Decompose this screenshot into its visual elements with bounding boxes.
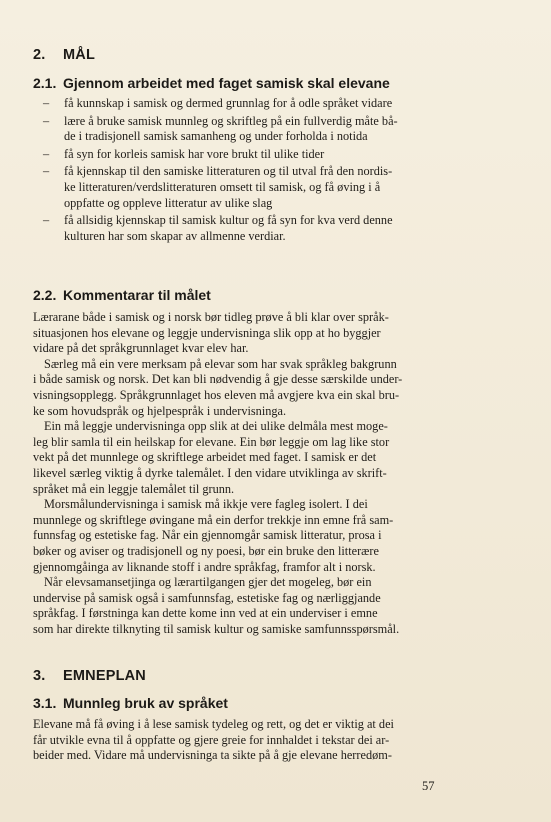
goals-list: [33, 96, 443, 244]
subsection-title: Gjennom arbeidet med faget samisk skal elevane: [63, 75, 390, 91]
text-line: språkfag. I førstninga kan dette kome inn ved at ein underviser i emne: [33, 606, 378, 621]
text-line: likevel særleg viktig å dyrke talemålet. I den vidare utviklinga av skrift-: [33, 465, 387, 480]
list-item-line: få syn for korleis samisk har vore brukt til ulike tider: [64, 146, 325, 161]
text-line: språket må ein leggje talemålet til grunn.: [33, 481, 235, 496]
subsection-title: Kommentarar til målet: [63, 287, 211, 303]
section-number: 2.: [33, 47, 46, 63]
list-item-line: lære å bruke samisk munnleg og skriftleg på ein fullverdig måte bå-: [64, 113, 398, 128]
text-line: leg blir samla til ein heilskap for elevane. Ein bør leggje om lag like stor: [33, 434, 390, 449]
section-title: MÅL: [63, 47, 96, 63]
list-item-line: de i tradisjonell samisk samanheng og under forholda i notida: [64, 129, 368, 144]
text-line: situasjonen hos elevane og leggje undervisninga slik opp at ho byggjer: [33, 325, 381, 340]
list-item: – få kjennskap til den samiske litteraturen og til utval frå den nordis- ke litteraturen/verdslitteraturen omsett til samisk, og få øving i å oppfatte og oppleve litteratur av ulike slag: [33, 164, 443, 211]
text-line: ke som hovudspråk og hjelpespråk i undervisninga.: [33, 403, 287, 418]
section-heading-2: [33, 47, 443, 63]
subsection-heading-2-2: [33, 287, 443, 303]
text-line: Særleg må ein vere merksam på elevar som har svak språkleg bakgrunn: [44, 356, 397, 371]
paragraph: [33, 419, 443, 497]
text-line: i både samisk og norsk. Det kan bli nødvendig å gje desse særskilde under-: [33, 372, 403, 387]
text-line: får utvikle evna til å oppfatte og gjere greie for innhaldet i tekstar dei ar-: [33, 732, 390, 747]
paragraph: [33, 575, 443, 637]
paragraph: [33, 357, 443, 419]
section-heading-3: [33, 668, 443, 684]
section-title: EMNEPLAN: [63, 668, 146, 684]
list-item: – få kunnskap i samisk og dermed grunnlag for å odle språket vidare: [33, 96, 443, 112]
text-line: visningsopplegg. Språkgrunnlaget hos eleven må avgjere kva ein skal bru-: [33, 387, 400, 402]
text-line: munnlege og skriftlege øvingane må ein derfor trekkje inn emne frå sam-: [33, 512, 394, 527]
list-item-line: oppfatte og oppleve litteratur av ulike slag: [64, 195, 273, 210]
text-line: Ein må leggje undervisninga opp slik at dei ulike delmåla mest moge-: [44, 419, 388, 434]
list-item: – lære å bruke samisk munnleg og skriftleg på ein fullverdig måte bå- de i tradisjonell samisk samanheng og under forholda i notida: [33, 114, 443, 145]
list-item-line: ke litteraturen/verdslitteraturen omsett til samisk, og få øving i å: [64, 179, 381, 194]
subsection-number: 2.1.: [33, 75, 57, 91]
text-line: beider med. Vidare må undervisninga ta sikte på å gje elevane herredøm-: [33, 748, 392, 763]
paragraph: [33, 497, 443, 575]
text-line: vidare på det språkgrunnlaget kvar elev har.: [33, 341, 249, 356]
page-number: 57: [422, 779, 435, 793]
text-line: undervise på samisk også i samfunnsfag, estetiske fag og nærliggjande: [33, 590, 381, 605]
text-line: bøker og aviser og tradisjonell og ny poesi, bør ein bruke den litterære: [33, 543, 379, 558]
text-line: Morsmålundervisninga i samisk må ikkje vere fagleg isolert. I dei: [44, 497, 368, 512]
section-number: 3.: [33, 668, 46, 684]
text-line: gjennomgåinga av liknande stoff i andre språkfag, framfor alt i norsk.: [33, 559, 376, 574]
text-line: vekt på det munnlege og skriftlege arbeidet med faget. I samisk er det: [33, 450, 377, 465]
oral-use-text: [33, 717, 443, 764]
text-line: funnsfag og estetiske fag. Når ein gjennomgår samisk litteratur, prosa i: [33, 528, 382, 543]
list-item-line: få kjennskap til den samiske litteraturen og til utval frå den nordis-: [64, 164, 393, 179]
commentary-text: [33, 310, 443, 637]
text-line: Når elevsamansetjinga og lærartilgangen gjer det mogeleg, bør ein: [44, 575, 372, 590]
text-line: Lærarane både i samisk og i norsk bør tidleg prøve å bli klar over språk-: [33, 310, 389, 324]
text-line: som har direkte tilknyting til samisk kultur og samiske samfunnsspørsmål.: [33, 621, 400, 636]
list-item: – få syn for korleis samisk har vore brukt til ulike tider: [33, 147, 443, 163]
list-item: – få allsidig kjennskap til samisk kultur og få syn for kva verd denne kulturen har som skapar av allmenne verdiar.: [33, 213, 443, 244]
subsection-number: 3.1.: [33, 695, 57, 711]
list-item-line: få kunnskap i samisk og dermed grunnlag for å odle språket vidare: [64, 96, 393, 110]
subsection-number: 2.2.: [33, 287, 57, 303]
subsection-title: Munnleg bruk av språket: [63, 695, 228, 711]
subsection-heading-2-1: [33, 75, 443, 91]
list-item-line: kulturen har som skapar av allmenne verdiar.: [64, 228, 286, 243]
list-item-line: få allsidig kjennskap til samisk kultur og få syn for kva verd denne: [64, 213, 393, 228]
text-line: Elevane må få øving i å lese samisk tydeleg og rett, og det er viktig at dei: [33, 717, 394, 731]
paragraph: [33, 310, 443, 357]
subsection-heading-3-1: [33, 695, 443, 711]
